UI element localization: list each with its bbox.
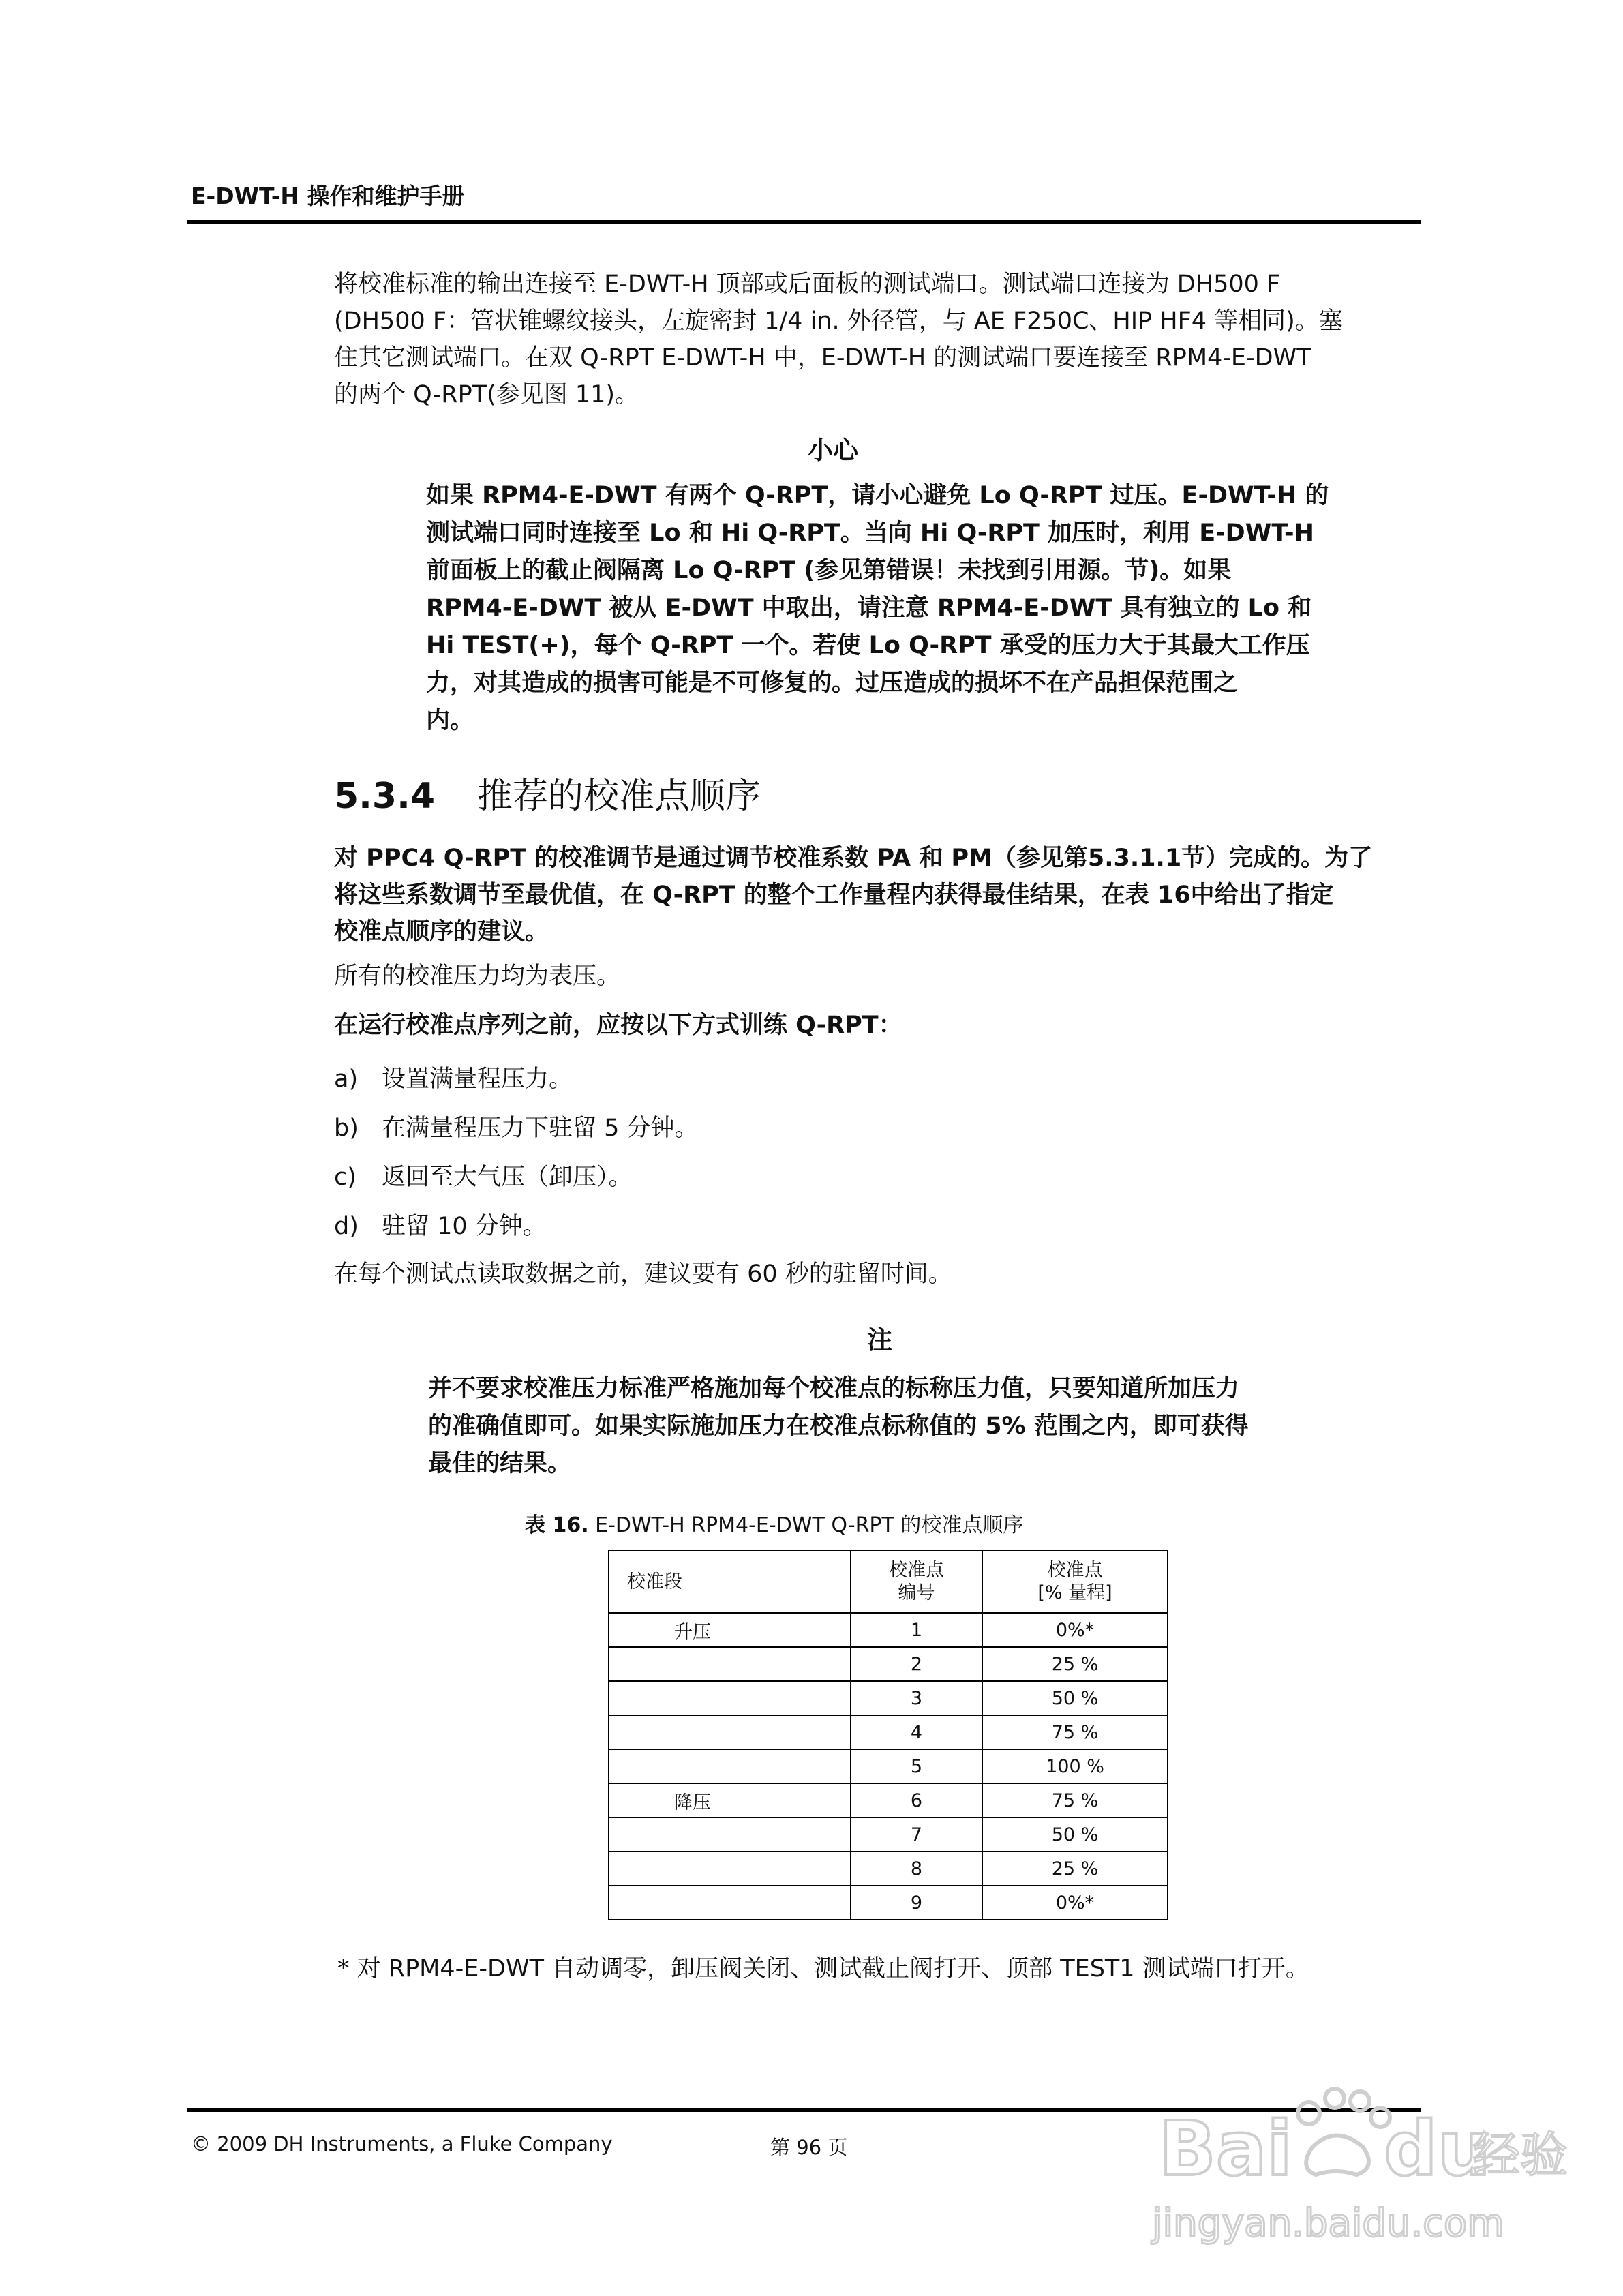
caution-heading: [808, 429, 858, 466]
table-row: [609, 1852, 1168, 1886]
cell-index: 1: [851, 1613, 982, 1647]
body-paragraph-2: 所有的校准压力均为表压。: [334, 963, 621, 990]
footer-copyright: © 2009 DH Instruments, a Fluke Company: [191, 2132, 613, 2156]
table-row: [609, 1681, 1168, 1715]
header-percent-line2: [% 量程]: [1037, 1582, 1112, 1603]
header-point-line1: 校准点: [889, 1560, 944, 1581]
intro-line: (DH500 F：管状锥螺纹接头，左旋密封 1/4 in. 外径管，与 AE F250C、HIP HF4 等相同)。塞: [334, 307, 1343, 335]
list-text: 返回至大气压（卸压）。: [382, 1164, 633, 1191]
table-caption-prefix: 表 16.: [525, 1513, 589, 1537]
calibration-table: [608, 1550, 1168, 1920]
header-percent-line1: 校准点: [1047, 1560, 1103, 1581]
header-point-percent: [982, 1550, 1168, 1613]
baidu-watermark-logo: [1152, 2072, 1568, 2250]
section-number: 5.3.4: [334, 776, 436, 817]
cell-segment: [609, 1852, 851, 1886]
body-line: 将这些系数调节至最优值，在 Q-RPT 的整个工作量程内获得最佳结果，在表 16中给出了指定: [334, 881, 1334, 909]
cell-index: 6: [851, 1783, 982, 1817]
svg-text:du: du: [1384, 2105, 1491, 2192]
note-body: [428, 1370, 1331, 1483]
caution-line: 前面板上的截止阀隔离 Lo Q-RPT (参见第错误！未找到引用源。节)。如果: [426, 557, 1232, 584]
caution-line: 测试端口同时连接至 Lo 和 Hi Q-RPT。当向 Hi Q-RPT 加压时，利用 E-DWT-H: [426, 519, 1314, 547]
body-paragraph-1: [334, 840, 1431, 950]
cell-index: 5: [851, 1749, 982, 1783]
cell-segment: [609, 1715, 851, 1749]
body-line: 校准点顺序的建议。: [334, 918, 549, 946]
footer-page-number: 第 96 页: [770, 2136, 848, 2159]
cell-percent: 75 %: [982, 1783, 1168, 1817]
caution-line: 内。: [426, 707, 474, 734]
caution-line: Hi TEST(+)，每个 Q-RPT 一个。若使 Lo Q-RPT 承受的压力大于其最大工作压: [426, 632, 1310, 659]
caution-body: [426, 477, 1329, 740]
cell-segment: 升压: [609, 1613, 851, 1647]
caution-line: RPM4-E-DWT 被从 E-DWT 中取出，请注意 RPM4-E-DWT 具有独立的 Lo 和: [426, 594, 1312, 622]
cell-index: 9: [851, 1886, 982, 1920]
list-label: d): [334, 1213, 359, 1240]
list-label: a): [334, 1066, 359, 1093]
header-point-line2: 编号: [898, 1582, 935, 1603]
header-point-number: [851, 1550, 982, 1613]
body-paragraph-4: 在每个测试点读取数据之前，建议要有 60 秒的驻留时间。: [334, 1260, 952, 1288]
cell-segment: [609, 1886, 851, 1920]
intro-paragraph: [334, 266, 1425, 413]
list-item: [334, 1060, 573, 1094]
table-header-row: [609, 1550, 1168, 1613]
cell-index: 2: [851, 1647, 982, 1681]
list-label: b): [334, 1115, 359, 1142]
table-caption-text: E-DWT-H RPM4-E-DWT Q-RPT 的校准点顺序: [595, 1513, 1024, 1537]
cell-percent: 25 %: [982, 1852, 1168, 1886]
table-row: [609, 1817, 1168, 1852]
svg-text:jingyan.baidu.com: jingyan.baidu.com: [1152, 2201, 1504, 2246]
note-title: 注: [867, 1325, 892, 1355]
cell-percent: 100 %: [982, 1749, 1168, 1783]
section-title: 推荐的校准点顺序: [477, 776, 761, 817]
intro-line: 的两个 Q-RPT(参见图 11)。: [334, 381, 639, 408]
list-text: 在满量程压力下驻留 5 分钟。: [382, 1115, 699, 1142]
cell-percent: 75 %: [982, 1715, 1168, 1749]
list-item: [334, 1109, 699, 1143]
cell-segment: [609, 1647, 851, 1681]
body-paragraph-3: 在运行校准点序列之前，应按以下方式训练 Q-RPT：: [334, 1012, 902, 1039]
note-line: 的准确值即可。如果实际施加压力在校准点标称值的 5% 范围之内，即可获得: [428, 1413, 1249, 1440]
cell-index: 4: [851, 1715, 982, 1749]
table-row: [609, 1613, 1168, 1647]
table-row: [609, 1749, 1168, 1783]
note-line: 并不要求校准压力标准严格施加每个校准点的标称压力值，只要知道所加压力: [428, 1375, 1240, 1402]
header-segment: 校准段: [609, 1550, 851, 1613]
intro-line: 住其它测试端口。在双 Q-RPT E-DWT-H 中，E-DWT-H 的测试端口要连接至 RPM4-E-DWT: [334, 344, 1311, 372]
cell-percent: 0%*: [982, 1886, 1168, 1920]
svg-text:经验: 经验: [1472, 2127, 1568, 2183]
caution-line: 力，对其造成的损害可能是不可修复的。过压造成的损坏不在产品担保范围之: [426, 669, 1238, 697]
header-rule: [187, 220, 1421, 224]
cell-percent: 50 %: [982, 1817, 1168, 1852]
svg-text:Bai: Bai: [1159, 2105, 1292, 2192]
table-row: [609, 1647, 1168, 1681]
intro-line: 将校准标准的输出连接至 E-DWT-H 顶部或后面板的测试端口。测试端口连接为 DH500 F: [334, 271, 1281, 298]
list-text: 设置满量程压力。: [382, 1066, 573, 1093]
header-title: E-DWT-H 操作和维护手册: [191, 183, 465, 209]
cell-index: 7: [851, 1817, 982, 1852]
list-item: [334, 1158, 633, 1192]
cell-index: 8: [851, 1852, 982, 1886]
section-heading: [334, 767, 761, 818]
cell-segment: [609, 1681, 851, 1715]
list-text: 驻留 10 分钟。: [382, 1213, 547, 1240]
cell-segment: 降压: [609, 1783, 851, 1817]
cell-segment: [609, 1749, 851, 1783]
body-line: 对 PPC4 Q-RPT 的校准调节是通过调节校准系数 PA 和 PM（参见第5.3.1.1节）完成的。为了: [334, 845, 1373, 872]
cell-percent: 50 %: [982, 1681, 1168, 1715]
caution-line: 如果 RPM4-E-DWT 有两个 Q-RPT，请小心避免 Lo Q-RPT 过压。E-DWT-H 的: [426, 482, 1329, 509]
list-label: c): [334, 1164, 357, 1191]
note-line: 最佳的结果。: [428, 1450, 572, 1477]
cell-index: 3: [851, 1681, 982, 1715]
cell-percent: 25 %: [982, 1647, 1168, 1681]
table-row: [609, 1783, 1168, 1817]
table-row: [609, 1715, 1168, 1749]
table-row: [609, 1886, 1168, 1920]
cell-segment: [609, 1817, 851, 1852]
table-footnote: * 对 RPM4-E-DWT 自动调零，卸压阀关闭、测试截止阀打开、顶部 TEST1 测试端口打开。: [337, 1955, 1309, 1982]
caution-title: 小心: [808, 436, 858, 465]
table-caption: [525, 1508, 1023, 1538]
list-item: [334, 1207, 547, 1241]
cell-percent: 0%*: [982, 1613, 1168, 1647]
